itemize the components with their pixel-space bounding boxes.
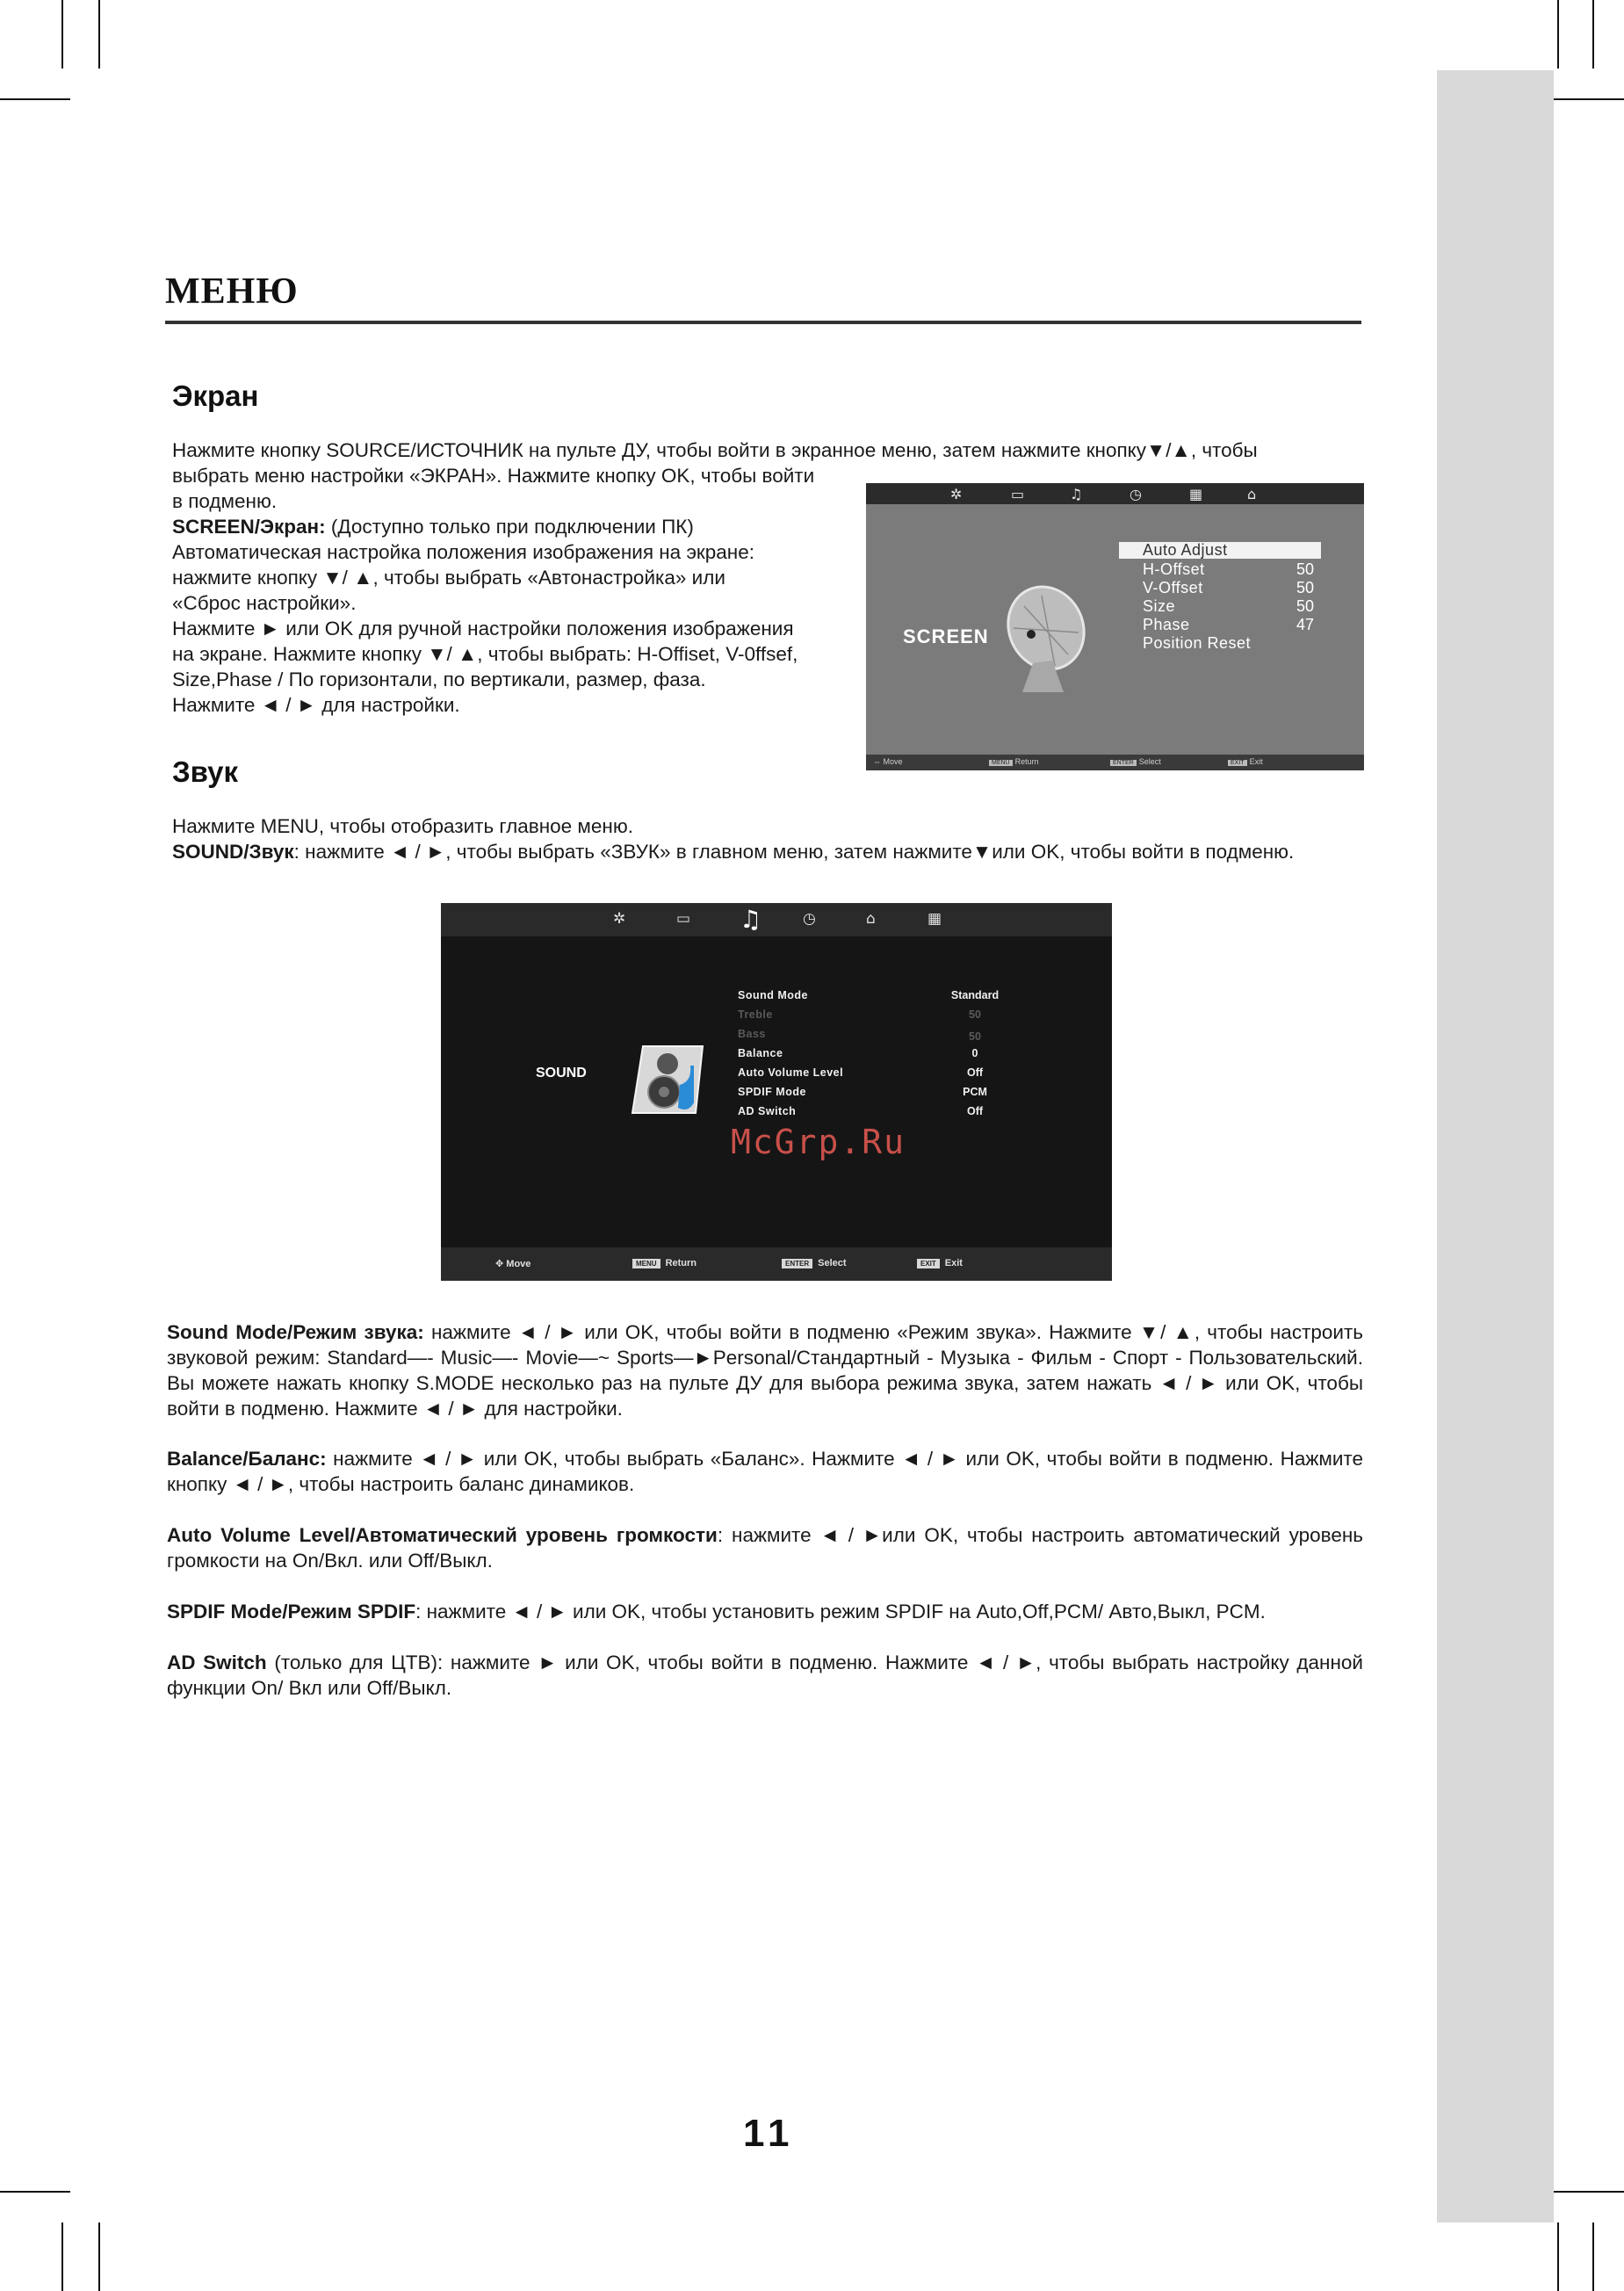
desc-avl-label: Auto Volume Level/Автоматический уровень громкости	[167, 1524, 718, 1546]
desc-sound-mode-text: нажмите ◄ / ► или OK, чтобы войти в подменю «Режим звука». Нажмите ▼/ ▲, чтобы настроить звуковой режим: Standard—- Music—- Movie—~ Sports—►Personal/Стандартный - Музыка - Фильм - Спорт - Пользовательский. Вы можете нажать кнопку S.MODE несколько раз на пульте ДУ для выбора режима звука, затем нажать ◄ / ► или OK, чтобы войти в подменю. Нажмите ◄ / ► для настройки.	[167, 1321, 1363, 1420]
crop-mark	[1554, 2191, 1624, 2193]
sound-label: SOUND/Звук	[172, 841, 294, 863]
osd-item-phase[interactable]: Phase	[1143, 616, 1190, 633]
crop-mark	[61, 0, 63, 69]
sound-line1: Нажмите MENU, чтобы отобразить главное меню.	[172, 815, 633, 837]
screen-manual-1: Нажмите ► или OK для ручной настройки положения изображения	[172, 618, 794, 640]
osd-value-ad-switch: Off	[966, 1105, 984, 1117]
desc-spdif-mode	[167, 1599, 1363, 1624]
osd-sound-label: SOUND	[536, 1066, 587, 1080]
osd-footer	[866, 755, 1364, 770]
osd-item-balance[interactable]: Balance	[738, 1047, 783, 1059]
section-heading-sound: Звук	[172, 755, 239, 788]
osd-value-bass: 50	[969, 1030, 981, 1043]
move-arrows-icon: ⇔	[873, 757, 884, 766]
crop-mark	[1557, 0, 1559, 69]
osd-tab-bar	[866, 483, 1364, 504]
screen-label-line	[172, 514, 694, 539]
satellite-dish-icon	[998, 580, 1094, 694]
osd-footer	[441, 1247, 1112, 1281]
osd-item-treble[interactable]: Treble	[738, 1008, 773, 1021]
desc-balance-label: Balance/Баланс:	[167, 1448, 327, 1470]
gear-icon[interactable]: ✲	[950, 486, 963, 502]
screen-note: (Доступно только при подключении ПК)	[325, 516, 694, 538]
crop-mark	[0, 98, 70, 100]
music-note-icon[interactable]: ♫	[1070, 486, 1083, 502]
monitor-icon[interactable]: ▭	[1011, 486, 1025, 502]
page-title: МЕНЮ	[165, 271, 299, 312]
sound-osd	[441, 903, 1112, 1281]
screen-osd	[866, 483, 1364, 770]
osd-value-treble: 50	[969, 1008, 981, 1021]
screen-manual-2: на экране. Нажмите кнопку ▼/ ▲, чтобы выбрать: H-Offiset, V-0ffsef,	[172, 643, 798, 665]
screen-label: SCREEN/Экран:	[172, 516, 326, 538]
footer-move: ⇔ Move	[873, 757, 903, 766]
osd-value-h-offset: 50	[1296, 560, 1315, 578]
osd-item-auto-adjust[interactable]: Auto Adjust	[1143, 541, 1228, 559]
osd-value-auto-volume-level: Off	[966, 1066, 984, 1079]
footer-return: MENU Return	[989, 757, 1039, 766]
osd-item-auto-volume-level[interactable]: Auto Volume Level	[738, 1066, 844, 1079]
watermark: McGrp.Ru	[731, 1123, 906, 1161]
footer-return: MENU Return	[632, 1258, 697, 1268]
grid-icon[interactable]: ▦	[927, 910, 942, 928]
crop-mark	[1554, 98, 1624, 100]
section-heading-screen: Экран	[172, 379, 259, 412]
desc-balance-text: нажмите ◄ / ► или OK, чтобы выбрать «Баланс». Нажмите ◄ / ► или OK, чтобы войти в подменю. Нажмите кнопку ◄ / ►, чтобы настроить баланс динамиков.	[167, 1448, 1363, 1495]
crop-mark	[1557, 2222, 1559, 2291]
desc-auto-volume-level	[167, 1522, 1363, 1573]
osd-item-position-reset[interactable]: Position Reset	[1143, 634, 1252, 652]
sound-line2-text: : нажмите ◄ / ►, чтобы выбрать «ЗВУК» в главном меню, затем нажмите▼или OK, чтобы войти в подменю.	[293, 841, 1295, 863]
screen-intro-line1: Нажмите кнопку SOURCE/ИСТОЧНИК на пульте ДУ, чтобы войти в экранное меню, затем нажмите кнопку▼/▲, чтобы	[172, 439, 1258, 461]
speaker-icon	[625, 1039, 713, 1120]
screen-auto-1: Автоматическая настройка положения изображения на экране:	[172, 541, 754, 563]
desc-spdif-text: : нажмите ◄ / ► или OK, чтобы установить режим SPDIF на Auto,Off,PCM/ Авто,Выкл, PCM.	[415, 1601, 1266, 1622]
crop-mark	[1592, 2222, 1594, 2291]
osd-value-size: 50	[1296, 597, 1315, 615]
clock-icon[interactable]: ◷	[803, 910, 816, 928]
screen-auto-3: «Сброс настройки».	[172, 592, 357, 614]
side-band	[1437, 70, 1554, 2222]
screen-auto-2: нажмите кнопку ▼/ ▲, чтобы выбрать «Автонастройка» или	[172, 567, 725, 589]
footer-select: ENTER Select	[1110, 757, 1161, 766]
desc-sound-mode-label: Sound Mode/Режим звука:	[167, 1321, 424, 1343]
footer-exit: EXIT Exit	[1228, 757, 1263, 766]
desc-ad-text: (только для ЦТВ): нажмите ► или OK, чтобы войти в подменю. Нажмите ◄ / ►, чтобы выбрать настройку данной функции On/ Вкл или Off/Выкл.	[167, 1651, 1363, 1699]
osd-item-size[interactable]: Size	[1143, 597, 1176, 615]
music-note-icon[interactable]: ♫	[740, 905, 762, 934]
footer-exit: EXIT Exit	[917, 1258, 963, 1268]
title-rule	[165, 321, 1361, 324]
osd-item-ad-switch[interactable]: AD Switch	[738, 1105, 797, 1117]
osd-value-v-offset: 50	[1296, 579, 1315, 596]
grid-icon[interactable]: ▦	[1189, 486, 1203, 502]
osd-value-spdif-mode: PCM	[963, 1086, 987, 1098]
screen-intro-line3: в подменю.	[172, 490, 278, 512]
osd-item-sound-mode[interactable]: Sound Mode	[738, 989, 808, 1001]
osd-value-sound-mode: Standard	[950, 989, 1000, 1001]
move-arrows-icon: ✥	[495, 1259, 507, 1269]
lock-icon[interactable]: ⌂	[866, 910, 876, 928]
monitor-icon[interactable]: ▭	[676, 910, 691, 928]
desc-balance	[167, 1446, 1363, 1497]
desc-ad-switch	[167, 1650, 1363, 1701]
crop-mark	[61, 2222, 63, 2291]
desc-spdif-label: SPDIF Mode/Режим SPDIF	[167, 1601, 416, 1622]
osd-item-v-offset[interactable]: V-Offset	[1143, 579, 1203, 596]
desc-sound-mode	[167, 1319, 1363, 1421]
screen-manual-3: Size,Phase / По горизонтали, по вертикали, размер, фаза.	[172, 669, 706, 690]
osd-screen-label: SCREEN	[903, 625, 989, 647]
lock-icon[interactable]: ⌂	[1247, 486, 1257, 502]
sound-line2	[172, 839, 1294, 864]
osd-value-balance: 0	[971, 1047, 978, 1059]
crop-mark	[0, 2191, 70, 2193]
screen-intro-line2: выбрать меню настройки «ЭКРАН». Нажмите кнопку OK, чтобы войти	[172, 465, 815, 487]
page-number: 11	[743, 2112, 795, 2155]
desc-avl-text: : нажмите ◄ / ►или OK, чтобы настроить автоматический уровень громкости на On/Вкл. или Off/Выкл.	[167, 1524, 1363, 1572]
osd-item-h-offset[interactable]: H-Offset	[1143, 560, 1205, 578]
osd-item-bass[interactable]: Bass	[738, 1028, 766, 1040]
crop-mark	[1592, 0, 1594, 69]
osd-item-spdif-mode[interactable]: SPDIF Mode	[738, 1086, 806, 1098]
gear-icon[interactable]: ✲	[613, 910, 626, 928]
crop-mark	[98, 0, 100, 69]
screen-manual-4: Нажмите ◄ / ► для настройки.	[172, 694, 460, 716]
osd-tab-bar	[441, 903, 1112, 936]
osd-value-phase: 47	[1296, 616, 1315, 633]
desc-ad-label: AD Switch	[167, 1651, 267, 1673]
crop-mark	[98, 2222, 100, 2291]
footer-move: ✥ Move	[495, 1259, 531, 1269]
clock-icon[interactable]: ◷	[1130, 486, 1142, 502]
footer-select: ENTER Select	[782, 1258, 847, 1268]
